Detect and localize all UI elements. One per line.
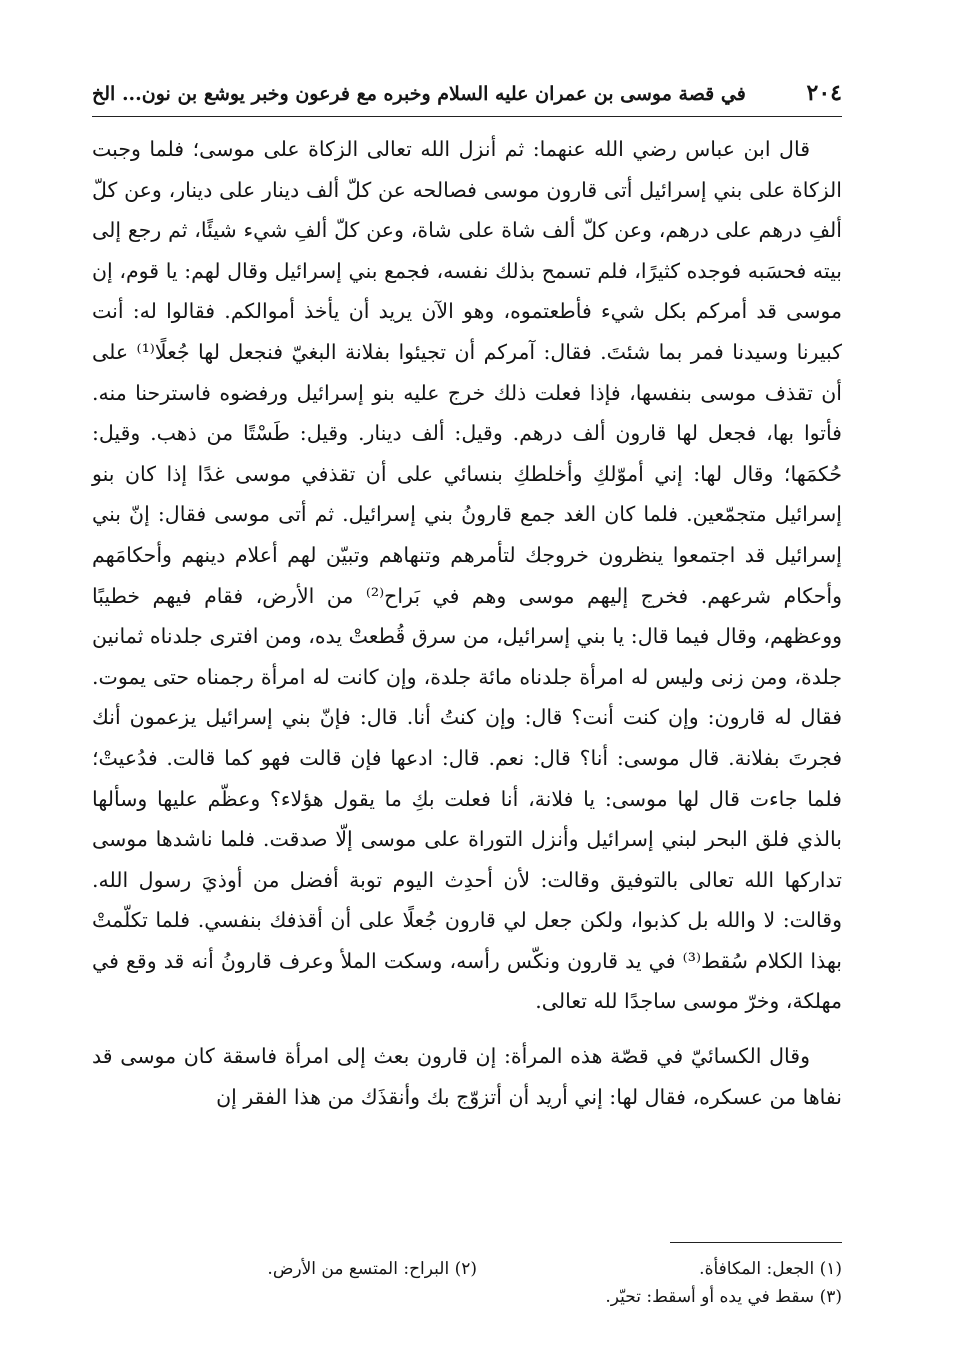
- footnote-2: (٢) البراح: المتسع من الأرض.: [267, 1259, 477, 1279]
- paragraph: قال ابن عباس رضي الله عنهما: ثم أنزل الله تعالى الزكاة على موسى؛ فلما وجبت الزكاة على بني إسرائيل أتى قارون موسى فصالحه عن كلّ ألف دينار على دينار، وعن كلّ ألفِ درهم على درهم، وعن كلّ ألف شاة على شاة، وعن كلّ ألفِ شيء شيئًا، ثم رجع إلى بيته فحسَبه فوجده كثيرًا، فلم تسمح بذلك نفسه، فجمع بني إسرائيل وقال لهم: يا قوم، إن موسى قد أمركم بكل شيء فأطعتموه، وهو الآن يريد أن يأخذ أموالكم. فقالوا له: أنت كبيرنا وسيدنا فمر بما شئتَ. فقال: آمركم أن تجيئوا بفلانة البغيّ فنجعل لها جُعلًا⁽¹⁾ على أن تقذف موسى بنفسها، فإذا فعلت ذلك خرج عليه بنو إسرائيل ورفضوه فاسترحنا منه. فأتوا بها، فجعل لها قارون ألف درهم. وقيل: ألف دينار. وقيل: طَسْتًا من ذهب. وقيل: حُكمَها؛ وقال لها: إني أموّلكِ وأخلطكِ بنسائي على أن تقذفي موسى غدًا إذا كان بنو إسرائيل متجمّعين. فلما كان الغد جمع قارونُ بني إسرائيل. ثم أتى موسى فقال: إنّ بني إسرائيل قد اجتمعوا ينظرون خروجك لتأمرهم وتنهاهم وتبيّن لهم أعلام دينهم وأحكامَهم وأحكام شرعهم. فخرج إليهم موسى وهم في بَراح⁽²⁾ من الأرض، فقام فيهم خطيبًا ووعظهم، وقال فيما قال: يا بني إسرائيل، من سرق قُطعتْ يده، ومن افترى جلدناه ثمانين جلدة، ومن زنى وليس له امرأة جلدناه مائة جلدة، وإن كانت له امرأة رجمناه حتى يموت. فقال له قارون: وإن كنت أنت؟ قال: وإن كنتُ أنا. قال: فإنّ بني إسرائيل يزعمون أنك فجرتَ بفلانة. قال موسى: أنا؟ قال: نعم. قال: ادعها فإن قالت فهو كما قالت. فدُعيتْ؛ فلما جاءت قال لها موسى: يا فلانة، أنا فعلت بكِ ما يقول هؤلاء؟ وعظّم عليها وسألها بالذي فلق البحر لبني إسرائيل وأنزل التوراة على موسى إلّا صدقت. فلما ناشدها موسى تداركها الله تعالى بالتوفيق وقالت: لأن أحدِث اليوم توبة أفضل من أوذيَ رسول الله. وقالت: لا والله بل كذبوا، ولكن جعل لي قارون جُعلًا على أن أقذفك بنفسي. فلما تكلّمتْ بهذا الكلام سُقط⁽³⁾ في يد قارون ونكّس رأسه، وسكت الملأ وعرف قارونُ أنه قد وقع في مهلكة، وخرّ موسى ساجدًا لله تعالى.: [92, 137, 843, 1014]
- footnote-separator: [670, 1242, 842, 1243]
- running-title: في قصة موسى بن عمران عليه السلام وخبره مع فرعون وخبر يوشع بن نون... الخ: [92, 83, 746, 105]
- book-page: [92, 80, 842, 1330]
- footnote-1: (١) الجعل: المكافأة.: [699, 1259, 842, 1279]
- body-text: [92, 129, 842, 1117]
- footnotes: [92, 1255, 842, 1311]
- footnote-3: (٣) سقط في يده أو أسقط: تحيّر.: [605, 1287, 842, 1307]
- running-header: [92, 80, 842, 117]
- page-number: ٢٠٤: [806, 80, 842, 106]
- paragraph: وقال الكسائيّ في قصّة هذه المرأة: إن قارون بعث إلى امرأة فاسقة كان موسى قد نفاها من عسكره، فقال لها: إني أريد أن أتزوّج بك وأنقذَك من هذا الفقر إن: [92, 1044, 842, 1109]
